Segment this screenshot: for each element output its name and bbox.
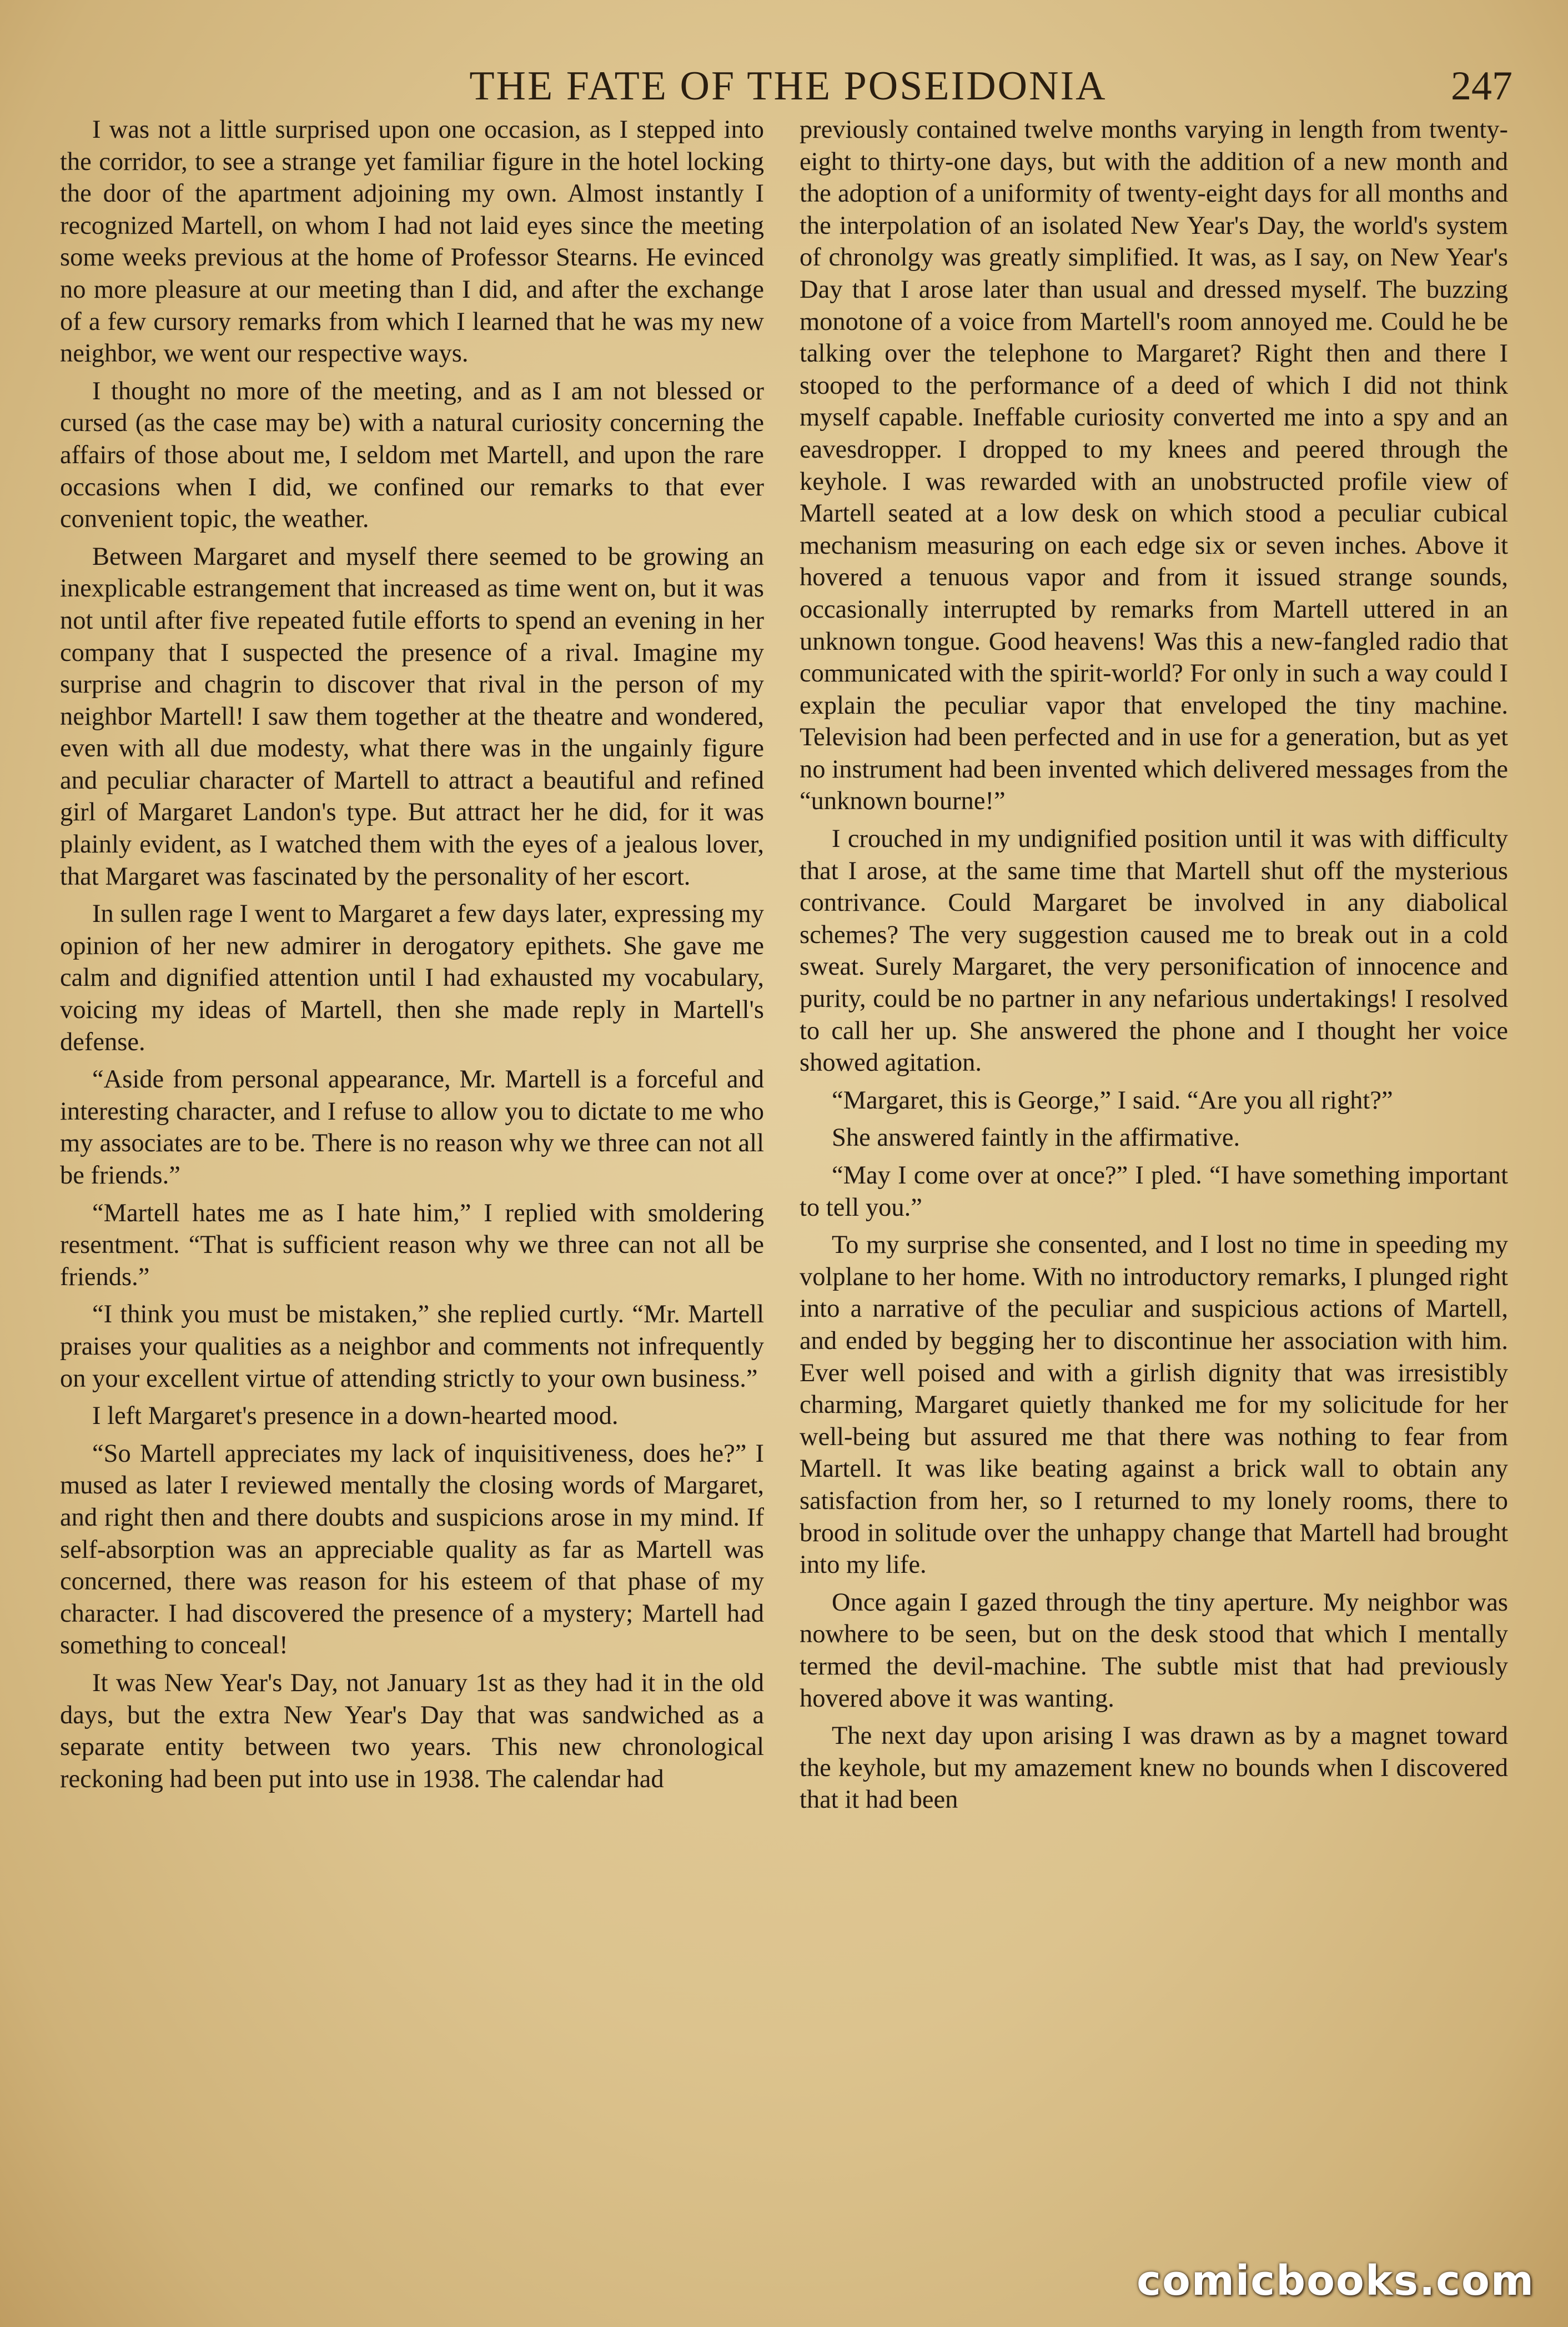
paragraph: “I think you must be mistaken,” she replied curtly. “Mr. Martell praises your qualities as a neighbor and comments not infrequently on your excellent virtue of attending strictly to your own business.” bbox=[60, 1300, 764, 1393]
paragraph: She answered faintly in the affirmative. bbox=[832, 1124, 1240, 1152]
running-header bbox=[53, 53, 1524, 119]
paragraph: I left Margaret's presence in a down-hearted mood. bbox=[92, 1402, 619, 1431]
watermark: comicbooks.com bbox=[1137, 2257, 1535, 2305]
paragraph: “May I come over at once?” I pled. “I have something important to tell you.” bbox=[800, 1161, 1508, 1222]
paragraph: The next day upon arising I was drawn as by a magnet toward the keyhole, but my amazement knew no bounds when I discovered that it had been bbox=[800, 1722, 1508, 1814]
paragraph: “Margaret, this is George,” I said. “Are you all right?” bbox=[832, 1086, 1393, 1115]
paragraph: Between Margaret and myself there seemed to be growing an inexplicable estrangement that increased as time went on, but it was not until after five repeated futile efforts to spend an evening in her company that I suspected the presence of a rival. Imagine my surprise and chagrin to discover that rival in the person of my neighbor Martell! I saw them together at the theatre and wondered, even with all due modesty, what there was in the ungainly figure and peculiar character of Martell to attract a beautiful and refined girl of Margaret Landon's type. But attract her he did, for it was plainly evident, as I watched them with the eyes of a jealous lover, that Margaret was fascinated by the personality of her escort. bbox=[60, 542, 764, 891]
paragraph: Once again I gazed through the tiny aperture. My neighbor was nowhere to be seen, but on the desk stood that which I mentally termed the devil-machine. The subtle mist that had previously hovered above it was wanting. bbox=[800, 1588, 1508, 1713]
left-column bbox=[60, 114, 764, 1801]
paragraph: “Aside from personal appearance, Mr. Martell is a forceful and interesting character, and I refuse to allow you to dictate to me who my associates are to be. There is no reason why we three can not all be friends.” bbox=[60, 1065, 764, 1190]
paragraph: In sullen rage I went to Margaret a few days later, expressing my opinion of her new admirer in derogatory epithets. She gave me calm and dignified attention until I had exhausted my vocabulary, voicing my ideas of Martell, then she made reply in Martell's defense. bbox=[60, 900, 764, 1056]
paragraph: I thought no more of the meeting, and as I am not blessed or cursed (as the case may be) with a natural curiosity concerning the affairs of those about me, I seldom met Martell, and upon the rare occasions when I did, we confined our remarks to that ever convenient topic, the weather. bbox=[60, 377, 764, 534]
paragraph: It was New Year's Day, not January 1st as they had it in the old days, but the extra New Year's Day that was sandwiched as a separate entity between two years. This new chronological reckoning had been put into use in 1938. The calendar had bbox=[60, 1668, 764, 1793]
right-column bbox=[800, 114, 1508, 1822]
paragraph: I was not a little surprised upon one occasion, as I stepped into the corridor, to see a strange yet familiar figure in the hotel locking the door of the apartment adjoining my own. Almost instantly I recognized Martell, on whom I had not laid eyes since the meeting some weeks previous at the home of Professor Stearns. He evinced no more pleasure at our meeting than I did, and after the exchange of a few cursory remarks from which I learned that he was my new neighbor, we went our respective ways. bbox=[60, 116, 764, 368]
page-number: 247 bbox=[1451, 63, 1512, 109]
paragraph: I crouched in my undignified position until it was with difficulty that I arose, at the same time that Martell shut off the mysterious contrivance. Could Margaret be involved in any diabolical schemes? The very suggestion caused me to break out in a cold sweat. Surely Margaret, the very personification of innocence and purity, could be no partner in any nefarious undertakings! I resolved to call her up. She answered the phone and I thought her voice showed agitation. bbox=[800, 825, 1508, 1077]
paragraph: “So Martell appreciates my lack of inquisitiveness, does he?” I mused as later I reviewed mentally the closing words of Margaret, and right then and there doubts and suspicions arose in my mind. If self-absorption was an appreciable quality as far as Martell was concerned, there was reason for his esteem of that phase of my character. I had discovered the presence of a mystery; Martell had something to conceal! bbox=[60, 1439, 764, 1660]
paragraph: previously contained twelve months varying in length from twenty-eight to thirty-one days, but with the addition of a new month and the adoption of a uniformity of twenty-eight days for all months and the interpolation of an isolated New Year's Day, the world's system of chronolgy was greatly simplified. It was, as I say, on New Year's Day that I arose later than usual and dressed myself. The buzzing monotone of a voice from Martell's room annoyed me. Could he be talking over the telephone to Margaret? Right then and there I stooped to the performance of a deed of which I did not think myself capable. Ineffable curiosity converted me into a spy and an eavesdropper. I dropped to my knees and peered through the keyhole. I was rewarded with an unobstructed profile view of Martell seated at a low desk on which stood a peculiar cubical mechanism measuring on each edge six or seven inches. Above it hovered a tenuous vapor and from it issued strange sounds, occasionally interrupted by remarks from Martell uttered in an unknown tongue. Good heavens! Was this a new-fangled radio that communicated with the spirit-world? For only in such a way could I explain the peculiar vapor that enveloped the tiny machine. Television had been perfected and in use for a generation, but as yet no instrument had been invented which delivered messages from the “unknown bourne!” bbox=[800, 116, 1508, 816]
page-title: THE FATE OF THE POSEIDONIA bbox=[469, 63, 1107, 109]
paragraph: “Martell hates me as I hate him,” I replied with smoldering resentment. “That is sufficient reason why we three can not all be friends.” bbox=[60, 1198, 764, 1291]
paragraph: To my surprise she consented, and I lost no time in speeding my volplane to her home. With no introductory remarks, I plunged right into a narrative of the peculiar and suspicious actions of Martell, and ended by begging her to discontinue her association with him. Ever well poised and with a girlish dignity that was irresistibly charming, Margaret quietly thanked me for my solicitude for her well-being but assured me that there was nothing to fear from Martell. It was like beating against a brick wall to obtain any satisfaction from her, so I returned to my lonely rooms, there to brood in solitude over the unhappy change that Martell had brought into my life. bbox=[800, 1231, 1508, 1579]
